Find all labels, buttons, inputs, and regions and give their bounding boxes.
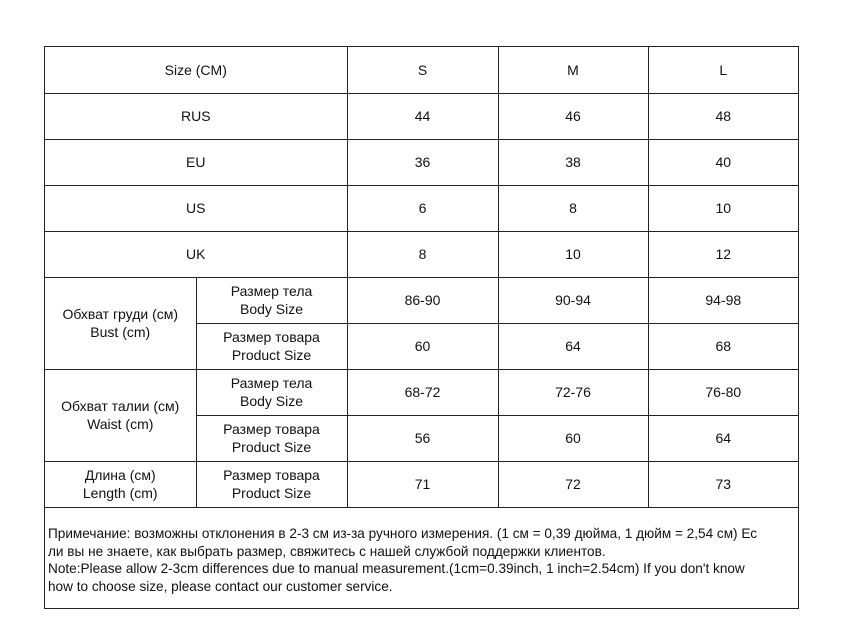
cell-value: 64 — [648, 415, 798, 461]
product-size-label — [196, 461, 347, 507]
cell-value: 8 — [498, 185, 648, 231]
table-row — [45, 461, 798, 507]
waist-label-ru: Обхват талии (см) — [61, 398, 180, 414]
header-size-l: L — [648, 47, 798, 93]
header-size-label: Size (CM) — [45, 47, 347, 93]
cell-value: 44 — [347, 93, 498, 139]
cell-value: 71 — [347, 461, 498, 507]
cell-value: 8 — [347, 231, 498, 277]
cell-value: 94-98 — [648, 277, 798, 323]
waist-label — [45, 369, 196, 461]
note-line: Примечание: возможны отклонения в 2-3 см из-за ручного измерения. (1 см = 0,39 дюйма, 1 дюйм = 2,54 см) Ес — [48, 526, 758, 541]
table-row — [45, 231, 798, 277]
cell-value: 56 — [347, 415, 498, 461]
cell-value: 68-72 — [347, 369, 498, 415]
body-size-label — [196, 369, 347, 415]
size-table — [45, 47, 798, 508]
cell-value: 60 — [498, 415, 648, 461]
cell-value: 60 — [347, 323, 498, 369]
cell-value: 38 — [498, 139, 648, 185]
waist-label-en: Waist (cm) — [87, 416, 154, 432]
product-size-label — [196, 415, 347, 461]
cell-value: 12 — [648, 231, 798, 277]
length-label-ru: Длина (см) — [84, 467, 156, 483]
body-size-label — [196, 277, 347, 323]
table-header-row — [45, 47, 798, 93]
cell-value: 64 — [498, 323, 648, 369]
body-size-en: Body Size — [239, 393, 304, 409]
cell-value: 72 — [498, 461, 648, 507]
header-size-s: S — [347, 47, 498, 93]
product-size-en: Product Size — [231, 485, 312, 501]
table-row — [45, 93, 798, 139]
product-size-label — [196, 323, 347, 369]
cell-value: 73 — [648, 461, 798, 507]
table-row — [45, 185, 798, 231]
table-row — [45, 139, 798, 185]
product-size-en: Product Size — [231, 347, 312, 363]
bust-label — [45, 277, 196, 369]
cell-value: 72-76 — [498, 369, 648, 415]
cell-value: 40 — [648, 139, 798, 185]
body-size-en: Body Size — [239, 301, 304, 317]
row-label: EU — [45, 139, 347, 185]
bust-label-ru: Обхват груди (см) — [62, 306, 179, 322]
cell-value: 36 — [347, 139, 498, 185]
product-size-en: Product Size — [231, 439, 312, 455]
header-size-m: M — [498, 47, 648, 93]
product-size-ru: Размер товара — [223, 467, 320, 483]
cell-value: 68 — [648, 323, 798, 369]
length-label — [45, 461, 196, 507]
note-line: Note:Please allow 2-3cm differences due to manual measurement.(1cm=0.39inch, 1 inch=2.54cm) If you don't know — [48, 561, 745, 576]
cell-value: 76-80 — [648, 369, 798, 415]
size-chart — [44, 46, 799, 609]
note-line: ли вы не знаете, как выбрать размер, свяжитесь с нашей службой поддержки клиентов. — [48, 543, 606, 559]
table-row — [45, 277, 798, 323]
cell-value: 90-94 — [498, 277, 648, 323]
cell-value: 10 — [648, 185, 798, 231]
note-line: how to choose size, please contact our customer service. — [48, 578, 393, 594]
cell-value: 46 — [498, 93, 648, 139]
table-row — [45, 369, 798, 415]
body-size-ru: Размер тела — [230, 283, 313, 299]
cell-value: 6 — [347, 185, 498, 231]
size-note — [48, 525, 796, 595]
row-label: US — [45, 185, 347, 231]
row-label: UK — [45, 231, 347, 277]
length-label-en: Length (cm) — [82, 485, 158, 501]
product-size-ru: Размер товара — [223, 329, 320, 345]
product-size-ru: Размер товара — [223, 421, 320, 437]
cell-value: 86-90 — [347, 277, 498, 323]
bust-label-en: Bust (cm) — [90, 324, 151, 340]
cell-value: 48 — [648, 93, 798, 139]
cell-value: 10 — [498, 231, 648, 277]
row-label: RUS — [45, 93, 347, 139]
body-size-ru: Размер тела — [230, 375, 313, 391]
